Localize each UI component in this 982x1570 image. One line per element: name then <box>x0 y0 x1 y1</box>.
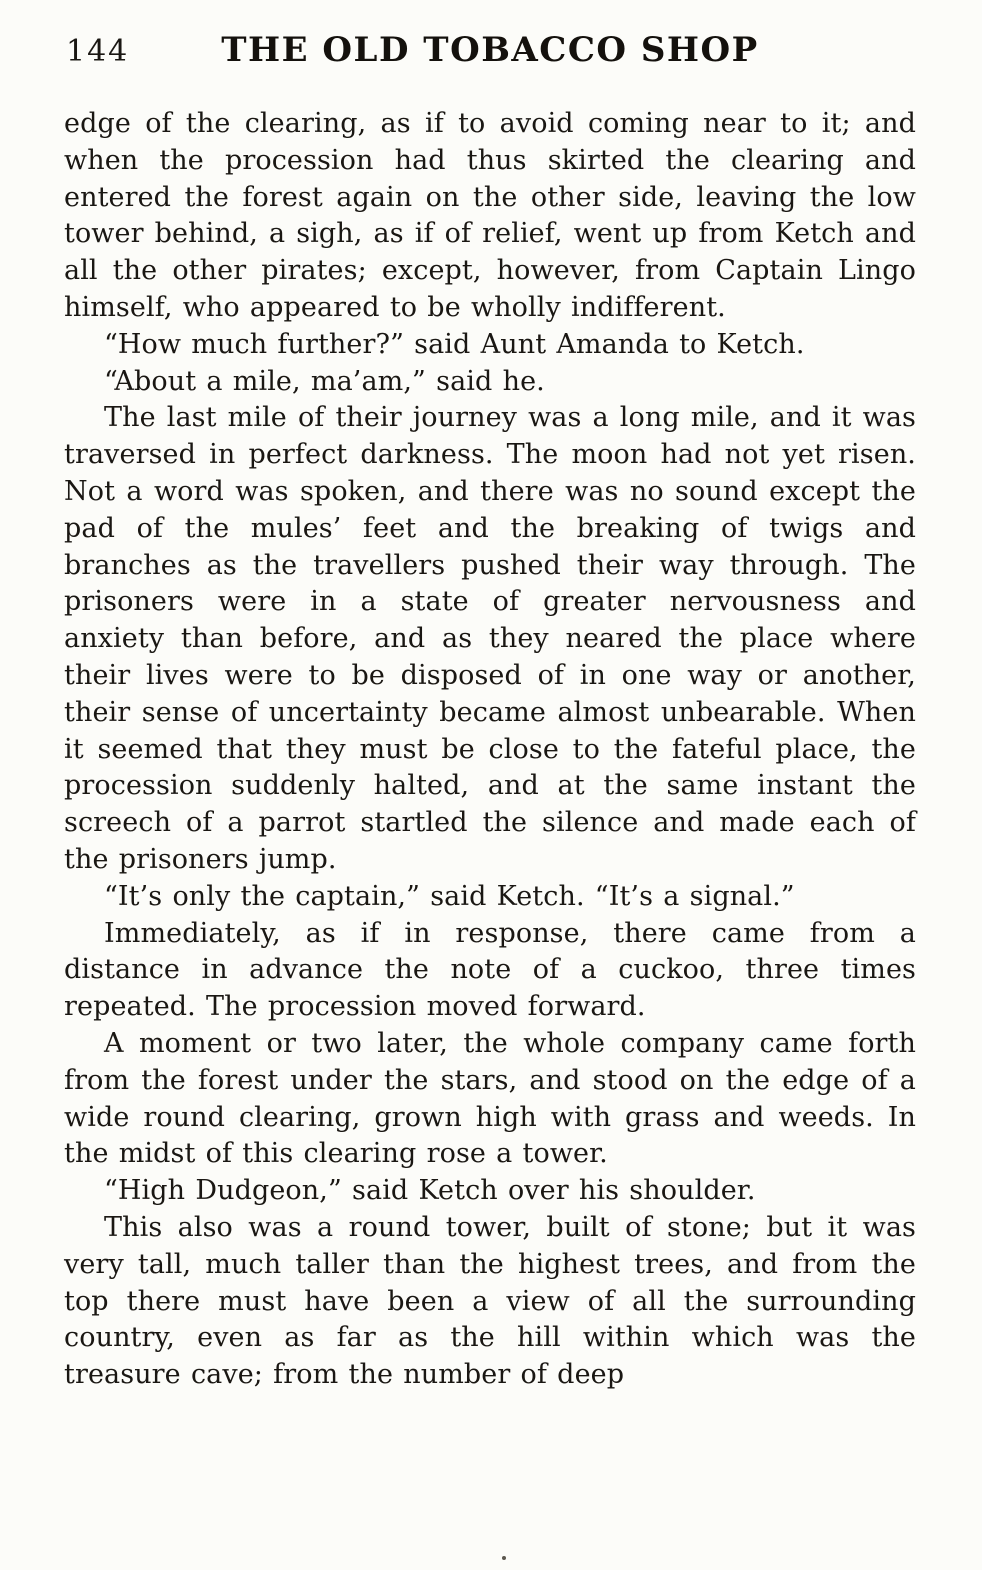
paragraph: “It’s only the captain,” said Ketch. “It’s a signal.” <box>104 880 795 912</box>
page-number: 144 <box>66 34 130 69</box>
paragraph: The last mile of their journey was a long mile, and it was traversed in perfect darkness. The moon had not yet risen. Not a word was spoken, and there was no sound except the pad of the mules’ feet and the breaking of twigs and branches as the travellers pushed their way through. The prisoners were in a state of greater nervousness and anxiety than before, and as they neared the place where their lives were to be disposed of in one way or another, their sense of uncertainty became almost unbearable. When it seemed that they must be close to the fateful place, the procession suddenly halted, and at the same instant the screech of a parrot startled the silence and made each of the prisoners jump. <box>64 402 916 875</box>
page-body <box>64 106 916 1394</box>
paragraph: “How much further?” said Aunt Amanda to Ketch. <box>104 328 805 360</box>
running-title: THE OLD TOBACCO SHOP <box>221 30 759 70</box>
paragraph: Immediately, as if in response, there came from a distance in advance the note of a cuckoo, three times repeated. The procession moved forward. <box>64 917 916 1023</box>
paragraph: edge of the clearing, as if to avoid coming near to it; and when the procession had thus skirted the clearing and entered the forest again on the other side, leaving the low tower behind, a sigh, as if of relief, went up from Ketch and all the other pirates; except, however, from Captain Lingo himself, who appeared to be wholly indifferent. <box>64 108 916 323</box>
page-header <box>64 24 916 76</box>
paragraph: This also was a round tower, built of stone; but it was very tall, much taller than the highest trees, and from the top there must have been a view of all the surrounding country, even as far as the hill within which was the treasure cave; from the number of deep <box>64 1211 916 1391</box>
paragraph: “High Dudgeon,” said Ketch over his shoulder. <box>104 1175 756 1207</box>
paragraph: A moment or two later, the whole company came forth from the forest under the stars, and stood on the edge of a wide round clearing, grown high with grass and weeds. In the midst of this clearing rose a tower. <box>64 1027 916 1170</box>
paragraph: “About a mile, ma’am,” said he. <box>104 365 545 397</box>
stray-ink-dot <box>502 1556 506 1560</box>
